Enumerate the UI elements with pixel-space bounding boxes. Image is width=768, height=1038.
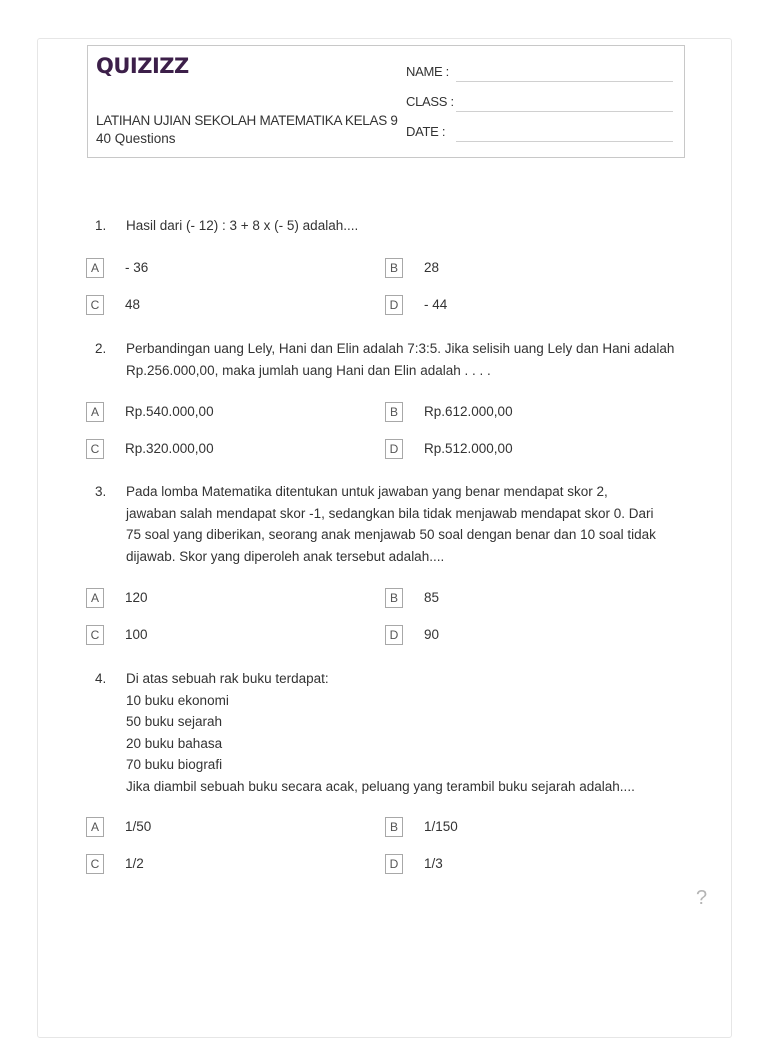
option-letter-box: C <box>86 854 104 874</box>
date-label: DATE : <box>406 124 446 139</box>
quiz-title: LATIHAN UJIAN SEKOLAH MATEMATIKA KELAS 9 <box>96 113 398 128</box>
option-text: 48 <box>125 297 141 312</box>
question-line: Perbandingan uang Lely, Hani dan Elin adalah 7:3:5. Jika selisih uang Lely dan Hani adalah <box>126 341 675 356</box>
option-letter-box: C <box>86 295 104 315</box>
question-line: Pada lomba Matematika ditentukan untuk jawaban yang benar mendapat skor 2, <box>126 484 608 499</box>
option-text: Rp.612.000,00 <box>424 404 513 419</box>
option-text: 28 <box>424 260 440 275</box>
quizizz-logo: QUIZIZZ <box>96 54 189 78</box>
option-text: 120 <box>125 590 148 605</box>
option-letter-box: A <box>86 402 104 422</box>
option-text: - 44 <box>424 297 448 312</box>
option-letter-box: B <box>385 402 403 422</box>
question-line: Jika diambil sebuah buku secara acak, peluang yang terambil buku sejarah adalah.... <box>126 778 635 794</box>
question-line: 20 buku bahasa <box>126 735 223 751</box>
option-letter-box: D <box>385 295 403 315</box>
class-field[interactable] <box>456 111 673 112</box>
question-text <box>126 215 691 237</box>
option-letter-box: B <box>385 588 403 608</box>
option-text: Rp.540.000,00 <box>125 404 214 419</box>
name-label: NAME : <box>406 64 449 79</box>
question-line: 10 buku ekonomi <box>126 692 229 708</box>
option-text: 85 <box>424 590 440 605</box>
option-text: 1/50 <box>125 819 152 834</box>
question-text <box>126 338 691 381</box>
question-text <box>126 481 691 567</box>
option-letter-box: B <box>385 258 403 278</box>
question-count: 40 Questions <box>96 131 176 146</box>
question-line: Rp.256.000,00, maka jumlah uang Hani dan Elin adalah . . . . <box>126 362 491 378</box>
option-text: 90 <box>424 627 440 642</box>
question-line: 75 soal yang diberikan, seorang anak menjawab 50 soal dengan benar dan 10 soal tidak <box>126 527 656 542</box>
question-line: Di atas sebuah rak buku terdapat: <box>126 671 329 686</box>
option-letter-box: B <box>385 817 403 837</box>
option-text: Rp.320.000,00 <box>125 441 214 456</box>
class-label: CLASS : <box>406 94 454 109</box>
question-line: jawaban salah mendapat skor -1, sedangkan bila tidak menjawab mendapat skor 0. Dari <box>126 505 654 521</box>
help-icon[interactable]: ? <box>696 887 708 909</box>
option-letter-box: A <box>86 258 104 278</box>
worksheet-header <box>87 45 685 158</box>
option-text: 1/2 <box>125 856 144 871</box>
option-letter-box: D <box>385 625 403 645</box>
question-line: dijawab. Skor yang diperoleh anak tersebut adalah.... <box>126 548 445 564</box>
option-text: 100 <box>125 627 148 642</box>
option-text: 1/150 <box>424 819 458 834</box>
option-text: - 36 <box>125 260 149 275</box>
option-letter-box: D <box>385 854 403 874</box>
question-number: 1. <box>95 218 107 233</box>
option-letter-box: A <box>86 588 104 608</box>
question-number: 2. <box>95 341 107 356</box>
option-text: 1/3 <box>424 856 443 871</box>
option-letter-box: D <box>385 439 403 459</box>
option-letter-box: C <box>86 439 104 459</box>
date-field[interactable] <box>456 141 673 142</box>
question-text <box>126 668 691 797</box>
question-line: Hasil dari (- 12) : 3 + 8 x (- 5) adalah.... <box>126 218 359 233</box>
question-line: 50 buku sejarah <box>126 714 223 729</box>
option-letter-box: A <box>86 817 104 837</box>
option-text: Rp.512.000,00 <box>424 441 513 456</box>
question-number: 4. <box>95 671 107 686</box>
question-line: 70 buku biografi <box>126 757 223 772</box>
option-letter-box: C <box>86 625 104 645</box>
question-number: 3. <box>95 484 107 499</box>
name-field[interactable] <box>456 81 673 82</box>
